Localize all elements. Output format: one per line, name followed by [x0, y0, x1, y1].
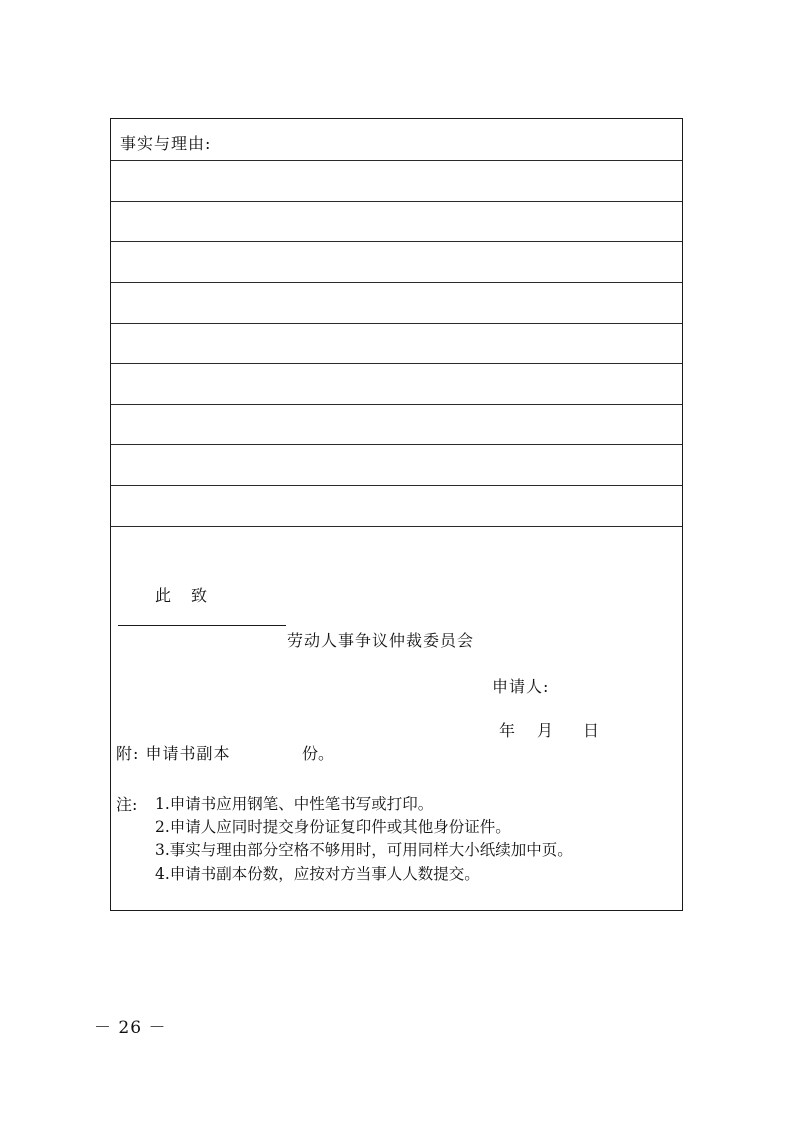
- note-item: 1.申请书应用钢笔、中性笔书写或打印。: [155, 795, 434, 813]
- note-item: 3.事实与理由部分空格不够用时，可用同样大小纸续加中页。: [155, 841, 573, 859]
- reason-header-row: [111, 119, 682, 161]
- applicant-label: 申请人:: [492, 677, 550, 696]
- reason-line[interactable]: [111, 283, 682, 324]
- date-day-label: 日: [583, 721, 600, 740]
- date-year-label: 年: [499, 721, 516, 740]
- committee-name-blank[interactable]: [118, 625, 286, 626]
- application-form: [110, 118, 683, 911]
- reason-label: 事实与理由:: [120, 134, 212, 153]
- note-item: 2.申请人应同时提交身份证复印件或其他身份证件。: [155, 818, 511, 836]
- attachment-unit: 份。: [302, 744, 335, 763]
- date-month-label: 月: [537, 721, 554, 740]
- reason-line[interactable]: [111, 445, 682, 486]
- reason-line[interactable]: [111, 405, 682, 445]
- committee-suffix: 劳动人事争议仲裁委员会: [287, 631, 475, 650]
- notes-prefix: 注:: [116, 795, 138, 814]
- reason-line[interactable]: [111, 364, 682, 405]
- reason-line[interactable]: [111, 202, 682, 242]
- attachment-label: 附: 申请书副本: [116, 744, 231, 763]
- reason-line[interactable]: [111, 161, 682, 202]
- note-item: 4.申请书副本份数，应按对方当事人人数提交。: [155, 865, 480, 883]
- reason-line[interactable]: [111, 242, 682, 283]
- reason-line[interactable]: [111, 486, 682, 527]
- salutation: 此 致: [155, 586, 210, 605]
- page-number: － 26 －: [94, 1018, 167, 1038]
- reason-line[interactable]: [111, 324, 682, 364]
